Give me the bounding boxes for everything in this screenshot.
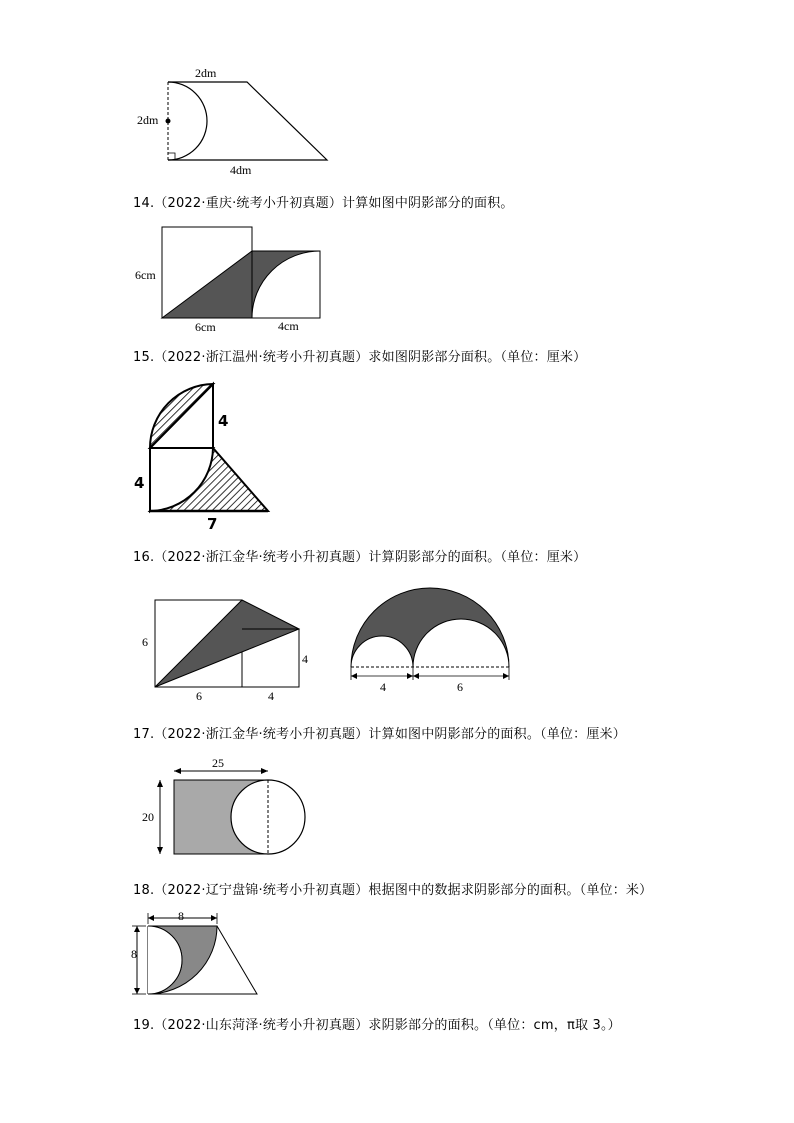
question-14: 14.（2022·重庆·统考小升初真题）计算如图中阴影部分的面积。 xyxy=(133,196,514,211)
fig18-top-label: 8 xyxy=(178,909,184,923)
fig17-left-label: 20 xyxy=(142,810,154,824)
fig13-bottom-label: 4dm xyxy=(230,163,252,177)
fig15-right-label: 4 xyxy=(218,412,229,430)
fig13-left-label: 2dm xyxy=(137,113,159,127)
figure-14 xyxy=(155,220,330,325)
fig14-bottom-right-label: 4cm xyxy=(278,319,299,333)
question-19: 19.（2022·山东菏泽·统考小升初真题）求阴影部分的面积。（单位：cm，π取 3。） xyxy=(133,1018,621,1033)
fig16b-dim1-label: 4 xyxy=(380,680,386,694)
fig15-bottom-label: 7 xyxy=(207,515,218,533)
figure-17 xyxy=(150,760,315,860)
question-16: 16.（2022·浙江金华·统考小升初真题）计算阴影部分的面积。（单位：厘米） xyxy=(133,550,587,565)
fig13-top-label: 2dm xyxy=(195,66,217,80)
question-17: 17.（2022·浙江金华·统考小升初真题）计算如图中阴影部分的面积。（单位：厘米） xyxy=(133,727,626,742)
fig16a-bottom-left-label: 6 xyxy=(196,689,202,703)
figure-16-left xyxy=(150,595,310,690)
figure-15 xyxy=(140,370,280,518)
fig17-top-label: 25 xyxy=(212,756,224,770)
fig14-bottom-left-label: 6cm xyxy=(195,320,216,334)
question-15: 15.（2022·浙江温州·统考小升初真题）求如图阴影部分面积。（单位：厘米） xyxy=(133,350,587,365)
question-18: 18.（2022·辽宁盘锦·统考小升初真题）根据图中的数据求阴影部分的面积。（单位：米） xyxy=(133,883,653,898)
fig16a-bottom-right-label: 4 xyxy=(268,689,274,703)
fig18-left-label: 8 xyxy=(131,947,137,961)
fig14-left-label: 6cm xyxy=(135,268,156,282)
figure-16-right xyxy=(345,580,515,690)
fig16b-dim2-label: 6 xyxy=(457,680,463,694)
figure-18 xyxy=(128,908,263,1000)
fig16a-right-label: 4 xyxy=(302,652,308,666)
fig16a-left-label: 6 xyxy=(142,635,148,649)
fig15-left-label: 4 xyxy=(134,474,145,492)
